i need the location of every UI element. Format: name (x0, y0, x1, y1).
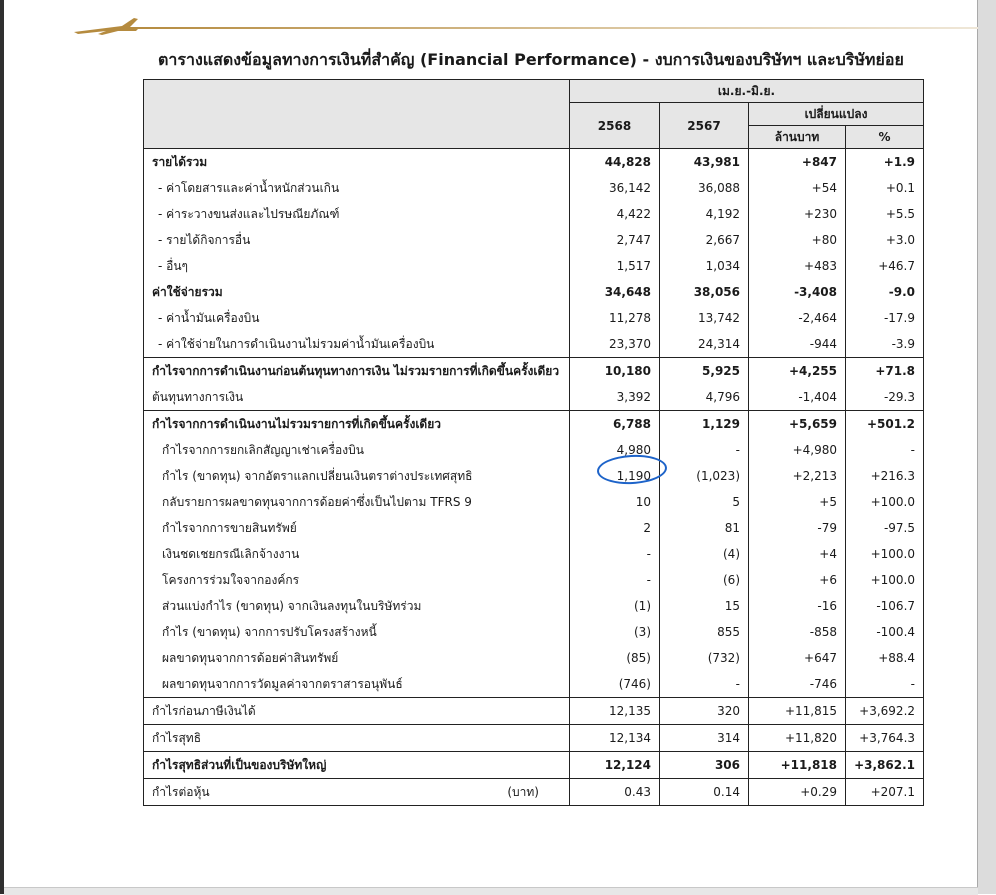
cell-change: +11,818 (749, 752, 846, 779)
row-label: กำไรจากการยกเลิกสัญญาเช่าเครื่องบิน (144, 437, 570, 463)
row-label: กลับรายการผลขาดทุนจากการด้อยค่าซึ่งเป็นไปตาม TFRS 9 (144, 489, 570, 515)
cell-2568: 34,648 (570, 279, 660, 305)
cell-percent: +501.2 (846, 411, 924, 438)
table-row (144, 384, 924, 411)
cell-2567: 4,192 (660, 201, 749, 227)
cell-change: +54 (749, 175, 846, 201)
eps-label: กำไรต่อหุ้น (152, 785, 210, 799)
cell-percent: -9.0 (846, 279, 924, 305)
table-row (144, 698, 924, 725)
table-row (144, 645, 924, 671)
row-label: กำไรจากการขายสินทรัพย์ (144, 515, 570, 541)
cell-2567: 4,796 (660, 384, 749, 411)
cell-2567: 24,314 (660, 331, 749, 358)
cell-percent: +100.0 (846, 541, 924, 567)
row-label: ผลขาดทุนจากการด้อยค่าสินทรัพย์ (144, 645, 570, 671)
cell-percent: +100.0 (846, 489, 924, 515)
cell-2567: 0.14 (660, 779, 749, 806)
cell-2568: 10 (570, 489, 660, 515)
cell-percent: - (846, 437, 924, 463)
cell-percent: -29.3 (846, 384, 924, 411)
cell-percent: +0.1 (846, 175, 924, 201)
table-row (144, 541, 924, 567)
cell-2567: 855 (660, 619, 749, 645)
row-label: รายได้รวม (144, 149, 570, 176)
header-period: เม.ย.-มิ.ย. (570, 80, 924, 103)
cell-2568: 2,747 (570, 227, 660, 253)
cell-change: +647 (749, 645, 846, 671)
cell-2567: (1,023) (660, 463, 749, 489)
table-row (144, 331, 924, 358)
cell-2568: (3) (570, 619, 660, 645)
cell-change: -944 (749, 331, 846, 358)
table-row (144, 671, 924, 698)
row-label: ค่าใช้จ่ายรวม (144, 279, 570, 305)
row-label: กำไร (ขาดทุน) จากการปรับโครงสร้างหนี้ (144, 619, 570, 645)
cell-change: -79 (749, 515, 846, 541)
header-blank-cell (144, 80, 570, 149)
cell-2568: - (570, 567, 660, 593)
cell-2567: (4) (660, 541, 749, 567)
cell-2568: 3,392 (570, 384, 660, 411)
cell-2567: 13,742 (660, 305, 749, 331)
cell-2567: 43,981 (660, 149, 749, 176)
table-row (144, 358, 924, 385)
table-row (144, 201, 924, 227)
cell-change: -1,404 (749, 384, 846, 411)
row-label: - ค่าใช้จ่ายในการดำเนินงานไม่รวมค่าน้ำมันเครื่องบิน (144, 331, 570, 358)
cell-change: +5,659 (749, 411, 846, 438)
cell-2568: (746) (570, 671, 660, 698)
row-label: - รายได้กิจการอื่น (144, 227, 570, 253)
cell-change: +230 (749, 201, 846, 227)
cell-2567: 1,034 (660, 253, 749, 279)
cell-2567: 5 (660, 489, 749, 515)
cell-change: +483 (749, 253, 846, 279)
cell-2567: (6) (660, 567, 749, 593)
cell-change: +80 (749, 227, 846, 253)
cell-2568: 1,190 (570, 463, 660, 489)
table-row (144, 725, 924, 752)
table-row (144, 253, 924, 279)
cell-change: +4,980 (749, 437, 846, 463)
cell-2567: 306 (660, 752, 749, 779)
table-row (144, 515, 924, 541)
cell-change: +0.29 (749, 779, 846, 806)
table-row (144, 567, 924, 593)
cell-2567: 314 (660, 725, 749, 752)
cell-change: -2,464 (749, 305, 846, 331)
table-row (144, 279, 924, 305)
cell-2567: 5,925 (660, 358, 749, 385)
cell-2567: 1,129 (660, 411, 749, 438)
cell-2568: 0.43 (570, 779, 660, 806)
row-label: กำไรสุทธิส่วนที่เป็นของบริษัทใหญ่ (144, 752, 570, 779)
table-row (144, 463, 924, 489)
cell-2568: 4,422 (570, 201, 660, 227)
cell-change: +2,213 (749, 463, 846, 489)
table-row (144, 779, 924, 806)
cell-2568: 12,124 (570, 752, 660, 779)
row-label: - ค่าโดยสารและค่าน้ำหนักส่วนเกิน (144, 175, 570, 201)
row-label: - อื่นๆ (144, 253, 570, 279)
cell-2568: 36,142 (570, 175, 660, 201)
cell-percent: +100.0 (846, 567, 924, 593)
header-year-2568: 2568 (570, 103, 660, 149)
row-label: ผลขาดทุนจากการวัดมูลค่าจากตราสารอนุพันธ์ (144, 671, 570, 698)
cell-percent: -97.5 (846, 515, 924, 541)
cell-2567: 2,667 (660, 227, 749, 253)
cell-2568: 10,180 (570, 358, 660, 385)
table-row (144, 227, 924, 253)
row-label: กำไรก่อนภาษีเงินได้ (144, 698, 570, 725)
row-label: - ค่าน้ำมันเครื่องบิน (144, 305, 570, 331)
cell-2567: 38,056 (660, 279, 749, 305)
table-row (144, 149, 924, 176)
row-label: - ค่าระวางขนส่งและไปรษณียภัณฑ์ (144, 201, 570, 227)
cell-percent: +216.3 (846, 463, 924, 489)
cell-percent: +46.7 (846, 253, 924, 279)
financial-performance-table (143, 79, 924, 806)
row-label: กำไรจากการดำเนินงานไม่รวมรายการที่เกิดขึ้นครั้งเดียว (144, 411, 570, 438)
cell-change: +847 (749, 149, 846, 176)
cell-percent: +71.8 (846, 358, 924, 385)
cell-percent: -3.9 (846, 331, 924, 358)
row-label: โครงการร่วมใจจากองค์กร (144, 567, 570, 593)
cell-2567: 320 (660, 698, 749, 725)
cell-2568: 11,278 (570, 305, 660, 331)
row-label-eps (144, 779, 570, 806)
table-row (144, 489, 924, 515)
row-label: ต้นทุนทางการเงิน (144, 384, 570, 411)
cell-2568: 4,980 (570, 437, 660, 463)
cell-change: +11,820 (749, 725, 846, 752)
cell-percent: -100.4 (846, 619, 924, 645)
header-change-unit: ล้านบาท (749, 126, 846, 149)
table-row (144, 411, 924, 438)
cell-2567: - (660, 671, 749, 698)
table-row (144, 437, 924, 463)
cell-change: +6 (749, 567, 846, 593)
table-row (144, 593, 924, 619)
cell-2568: 23,370 (570, 331, 660, 358)
cell-change: +4,255 (749, 358, 846, 385)
table-row (144, 305, 924, 331)
viewer-left-edge (0, 0, 4, 894)
cell-change: +4 (749, 541, 846, 567)
cell-2567: 36,088 (660, 175, 749, 201)
cell-change: +5 (749, 489, 846, 515)
cell-change: +11,815 (749, 698, 846, 725)
cell-percent: +5.5 (846, 201, 924, 227)
cell-2568: 44,828 (570, 149, 660, 176)
cell-2567: (732) (660, 645, 749, 671)
cell-2567: - (660, 437, 749, 463)
header-change-percent: % (846, 126, 924, 149)
row-label: เงินชดเชยกรณีเลิกจ้างงาน (144, 541, 570, 567)
cell-percent: +207.1 (846, 779, 924, 806)
header-gold-line (130, 27, 978, 29)
row-label: ส่วนแบ่งกำไร (ขาดทุน) จากเงินลงทุนในบริษัทร่วม (144, 593, 570, 619)
row-label: กำไร (ขาดทุน) จากอัตราแลกเปลี่ยนเงินตราต่างประเทศสุทธิ (144, 463, 570, 489)
cell-2568: (85) (570, 645, 660, 671)
eps-unit: (บาท) (507, 785, 539, 799)
cell-change: -858 (749, 619, 846, 645)
row-label: กำไรสุทธิ (144, 725, 570, 752)
cell-change: -746 (749, 671, 846, 698)
cell-percent: +1.9 (846, 149, 924, 176)
cell-percent: +3,764.3 (846, 725, 924, 752)
cell-2568: 2 (570, 515, 660, 541)
table-row (144, 752, 924, 779)
cell-2568: 1,517 (570, 253, 660, 279)
header-change: เปลี่ยนแปลง (749, 103, 924, 126)
cell-percent: - (846, 671, 924, 698)
cell-percent: -17.9 (846, 305, 924, 331)
table-row (144, 619, 924, 645)
header-year-2567: 2567 (660, 103, 749, 149)
cell-percent: +88.4 (846, 645, 924, 671)
table-row (144, 175, 924, 201)
cell-percent: +3,692.2 (846, 698, 924, 725)
cell-change: -16 (749, 593, 846, 619)
cell-2568: - (570, 541, 660, 567)
cell-2568: (1) (570, 593, 660, 619)
cell-2567: 15 (660, 593, 749, 619)
cell-2567: 81 (660, 515, 749, 541)
cell-2568: 12,135 (570, 698, 660, 725)
cell-change: -3,408 (749, 279, 846, 305)
document-title: ตารางแสดงข้อมูลทางการเงินที่สำคัญ (Financial Performance) - งบการเงินของบริษัทฯ และบริษัทย่อย (158, 50, 904, 69)
cell-percent: -106.7 (846, 593, 924, 619)
cell-2568: 12,134 (570, 725, 660, 752)
viewer-scrollbar-track[interactable] (978, 0, 996, 894)
cell-2568: 6,788 (570, 411, 660, 438)
airplane-logo-icon (72, 14, 142, 38)
cell-percent: +3.0 (846, 227, 924, 253)
cell-percent: +3,862.1 (846, 752, 924, 779)
row-label: กำไรจากการดำเนินงานก่อนต้นทุนทางการเงิน ไม่รวมรายการที่เกิดขึ้นครั้งเดียว (144, 358, 570, 385)
